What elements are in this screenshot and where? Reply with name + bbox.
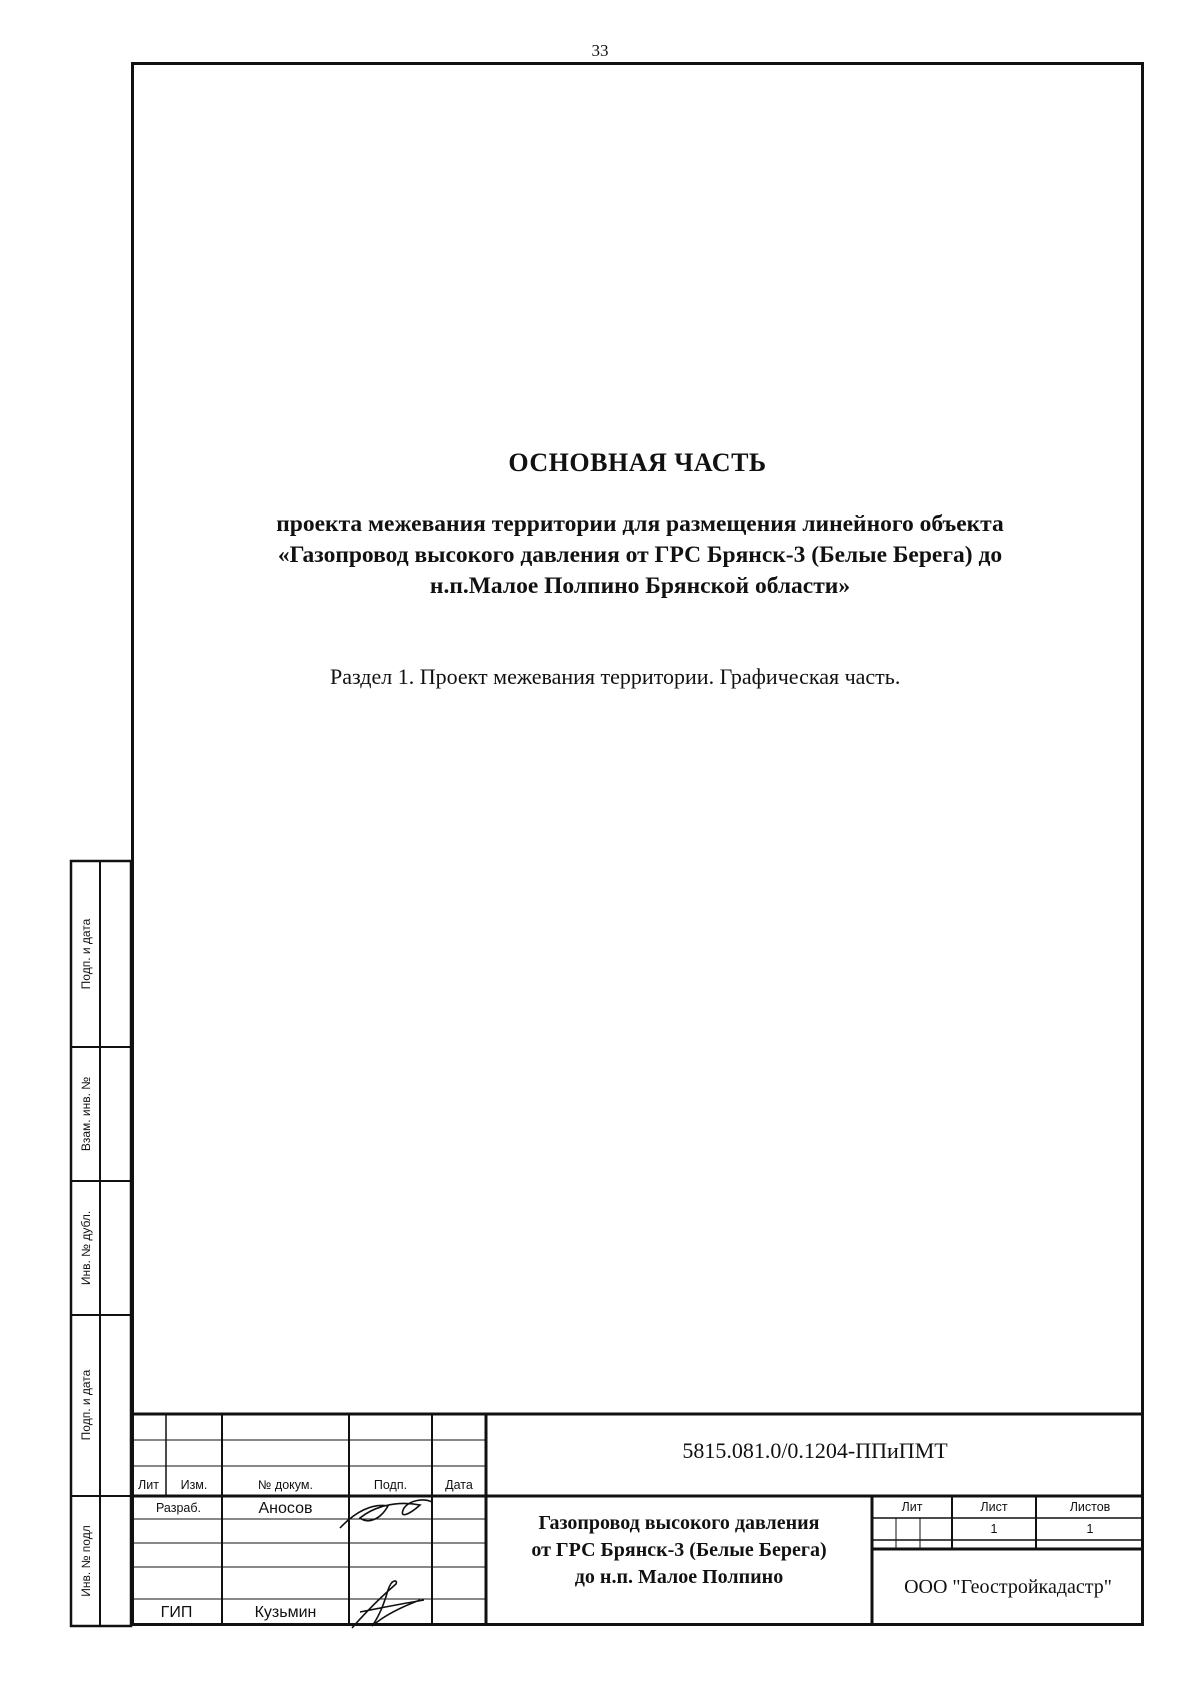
object-name-line-3: до н.п. Малое Полпино bbox=[574, 1566, 784, 1588]
document-code: 5815.081.0/0.1204-ППиПМТ bbox=[682, 1438, 948, 1463]
header-izm: Изм. bbox=[180, 1478, 208, 1492]
object-name-line-2: от ГРС Брянск-3 (Белые Берега) bbox=[531, 1539, 827, 1561]
subtitle-line-1: проекта межевания территории для размещения линейного объекта bbox=[276, 511, 1004, 537]
header-doc-no: № докум. bbox=[258, 1478, 313, 1492]
subtitle-line-2: «Газопровод высокого давления от ГРС Брянск-3 (Белые Берега) до bbox=[277, 542, 1003, 568]
object-name bbox=[486, 1510, 872, 1591]
role-razrab: Разраб. bbox=[155, 1501, 201, 1515]
organization-name: ООО "Геостройкадастр" bbox=[904, 1576, 1112, 1598]
side-label-inv-podl: Инв. № подл bbox=[79, 1525, 93, 1597]
section-caption: Раздел 1. Проект межевания территории. Графическая часть. bbox=[330, 664, 901, 689]
header-date: Дата bbox=[445, 1478, 473, 1492]
side-label-podp-data-top: Подп. и дата bbox=[79, 918, 93, 990]
subtitle-line-3: н.п.Малое Полпино Брянской области» bbox=[429, 573, 851, 599]
document-title: ОСНОВНАЯ ЧАСТЬ bbox=[508, 448, 767, 477]
sheet-header-sheet: Лист bbox=[980, 1500, 1008, 1514]
name-anosov: Аносов bbox=[258, 1500, 313, 1517]
side-label-inv-dubl: Инв. № дубл. bbox=[79, 1210, 93, 1286]
name-kuzmin: Кузьмин bbox=[254, 1604, 317, 1621]
page-number: 33 bbox=[591, 41, 609, 60]
signature-anosov bbox=[340, 1500, 432, 1528]
sheet-header-lit: Лит bbox=[901, 1500, 923, 1514]
sheets-count: 1 bbox=[1086, 1522, 1094, 1536]
role-gip: ГИП bbox=[160, 1604, 193, 1621]
header-sign: Подп. bbox=[373, 1478, 408, 1492]
sheet-header-sheets: Листов bbox=[1069, 1500, 1111, 1514]
header-lit: Лит bbox=[138, 1478, 159, 1492]
side-label-vzam-inv: Взам. инв. № bbox=[79, 1076, 93, 1152]
signature-kuzmin bbox=[352, 1581, 424, 1628]
object-name-line-1: Газопровод высокого давления bbox=[538, 1512, 820, 1534]
sheet-number: 1 bbox=[990, 1522, 998, 1536]
side-label-podp-data-bottom: Подп. и дата bbox=[79, 1369, 93, 1441]
